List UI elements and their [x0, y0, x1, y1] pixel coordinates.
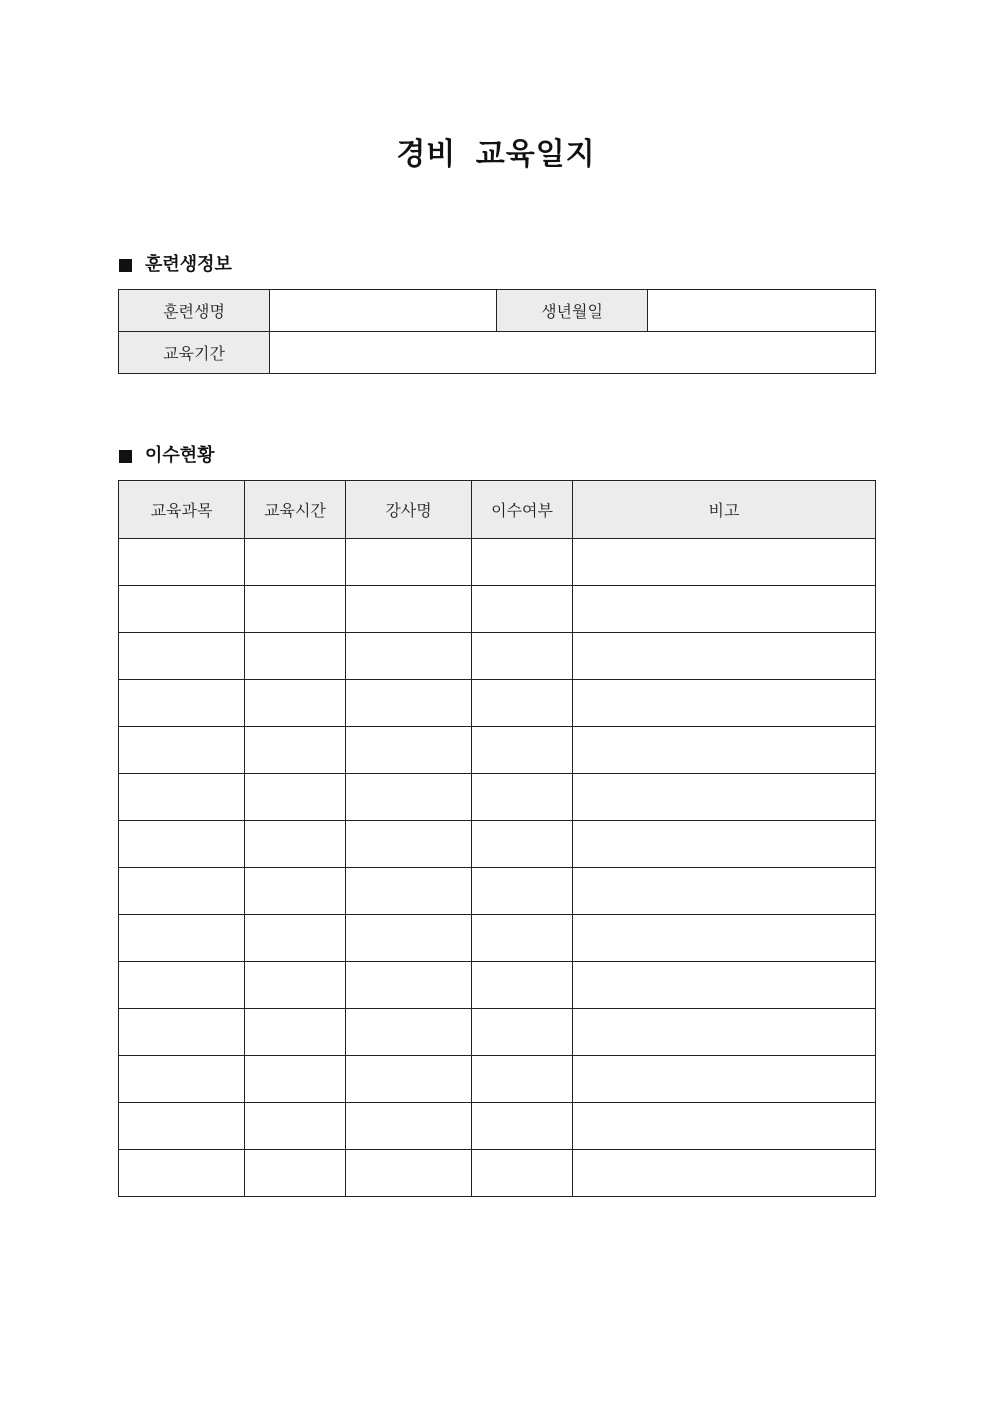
remarks-cell[interactable]	[573, 586, 876, 633]
completed-cell[interactable]	[472, 1150, 573, 1197]
trainee-name-field[interactable]	[270, 290, 497, 332]
remarks-cell[interactable]	[573, 774, 876, 821]
completed-cell[interactable]	[472, 586, 573, 633]
remarks-cell[interactable]	[573, 1056, 876, 1103]
completion-status-body	[119, 539, 876, 1197]
instructor-cell[interactable]	[346, 868, 472, 915]
table-header-row	[119, 481, 876, 539]
completed-cell[interactable]	[472, 868, 573, 915]
table-row	[119, 962, 876, 1009]
hours-cell[interactable]	[245, 1150, 346, 1197]
hours-cell[interactable]	[245, 633, 346, 680]
remarks-cell[interactable]	[573, 633, 876, 680]
hours-cell[interactable]	[245, 868, 346, 915]
instructor-cell[interactable]	[346, 915, 472, 962]
table-row	[119, 915, 876, 962]
instructor-cell[interactable]	[346, 727, 472, 774]
remarks-cell[interactable]	[573, 821, 876, 868]
course-cell[interactable]	[119, 727, 245, 774]
column-header-remarks: 비고	[573, 481, 876, 539]
remarks-cell[interactable]	[573, 915, 876, 962]
remarks-cell[interactable]	[573, 1009, 876, 1056]
table-row	[119, 1056, 876, 1103]
column-header-course: 교육과목	[119, 481, 245, 539]
trainee-info-row-1	[119, 290, 876, 332]
hours-cell[interactable]	[245, 586, 346, 633]
remarks-cell[interactable]	[573, 680, 876, 727]
course-cell[interactable]	[119, 680, 245, 727]
course-cell[interactable]	[119, 868, 245, 915]
hours-cell[interactable]	[245, 1056, 346, 1103]
table-row	[119, 1150, 876, 1197]
hours-cell[interactable]	[245, 962, 346, 1009]
course-cell[interactable]	[119, 774, 245, 821]
course-cell[interactable]	[119, 586, 245, 633]
completed-cell[interactable]	[472, 633, 573, 680]
table-row	[119, 539, 876, 586]
completion-status-table	[118, 480, 876, 1197]
course-cell[interactable]	[119, 1103, 245, 1150]
column-header-hours: 교육시간	[245, 481, 346, 539]
trainee-info-table	[118, 289, 876, 374]
instructor-cell[interactable]	[346, 586, 472, 633]
column-header-instructor: 강사명	[346, 481, 472, 539]
table-row	[119, 821, 876, 868]
hours-cell[interactable]	[245, 680, 346, 727]
completed-cell[interactable]	[472, 727, 573, 774]
course-cell[interactable]	[119, 915, 245, 962]
instructor-cell[interactable]	[346, 1150, 472, 1197]
remarks-cell[interactable]	[573, 962, 876, 1009]
hours-cell[interactable]	[245, 821, 346, 868]
table-row	[119, 586, 876, 633]
completed-cell[interactable]	[472, 539, 573, 586]
instructor-cell[interactable]	[346, 1009, 472, 1056]
table-row	[119, 1103, 876, 1150]
completed-cell[interactable]	[472, 774, 573, 821]
table-row	[119, 1009, 876, 1056]
hours-cell[interactable]	[245, 1009, 346, 1056]
completion-status-heading	[119, 444, 215, 468]
training-period-label: 교육기간	[119, 332, 270, 374]
table-row	[119, 774, 876, 821]
trainee-info-heading	[119, 253, 232, 277]
birth-date-field[interactable]	[648, 290, 876, 332]
course-cell[interactable]	[119, 962, 245, 1009]
completed-cell[interactable]	[472, 1009, 573, 1056]
square-bullet-icon	[119, 259, 132, 272]
instructor-cell[interactable]	[346, 680, 472, 727]
completed-cell[interactable]	[472, 962, 573, 1009]
course-cell[interactable]	[119, 1056, 245, 1103]
completed-cell[interactable]	[472, 680, 573, 727]
hours-cell[interactable]	[245, 915, 346, 962]
column-header-completed: 이수여부	[472, 481, 573, 539]
trainee-info-row-2	[119, 332, 876, 374]
course-cell[interactable]	[119, 821, 245, 868]
remarks-cell[interactable]	[573, 868, 876, 915]
remarks-cell[interactable]	[573, 1103, 876, 1150]
completed-cell[interactable]	[472, 1056, 573, 1103]
trainee-info-heading-label: 훈련생정보	[145, 254, 232, 275]
square-bullet-icon	[119, 450, 132, 463]
birth-date-label: 생년월일	[497, 290, 648, 332]
instructor-cell[interactable]	[346, 1103, 472, 1150]
instructor-cell[interactable]	[346, 962, 472, 1009]
completed-cell[interactable]	[472, 915, 573, 962]
remarks-cell[interactable]	[573, 1150, 876, 1197]
course-cell[interactable]	[119, 1150, 245, 1197]
table-row	[119, 633, 876, 680]
hours-cell[interactable]	[245, 727, 346, 774]
document-title: 경비 교육일지	[396, 137, 596, 172]
table-row	[119, 727, 876, 774]
instructor-cell[interactable]	[346, 539, 472, 586]
completion-status-heading-label: 이수현황	[145, 445, 215, 466]
completed-cell[interactable]	[472, 821, 573, 868]
hours-cell[interactable]	[245, 1103, 346, 1150]
instructor-cell[interactable]	[346, 633, 472, 680]
hours-cell[interactable]	[245, 774, 346, 821]
training-period-field[interactable]	[270, 332, 876, 374]
table-row	[119, 680, 876, 727]
table-row	[119, 868, 876, 915]
course-cell[interactable]	[119, 1009, 245, 1056]
instructor-cell[interactable]	[346, 821, 472, 868]
trainee-name-label: 훈련생명	[119, 290, 270, 332]
remarks-cell[interactable]	[573, 727, 876, 774]
hours-cell[interactable]	[245, 539, 346, 586]
instructor-cell[interactable]	[346, 1056, 472, 1103]
course-cell[interactable]	[119, 633, 245, 680]
instructor-cell[interactable]	[346, 774, 472, 821]
completed-cell[interactable]	[472, 1103, 573, 1150]
remarks-cell[interactable]	[573, 539, 876, 586]
course-cell[interactable]	[119, 539, 245, 586]
